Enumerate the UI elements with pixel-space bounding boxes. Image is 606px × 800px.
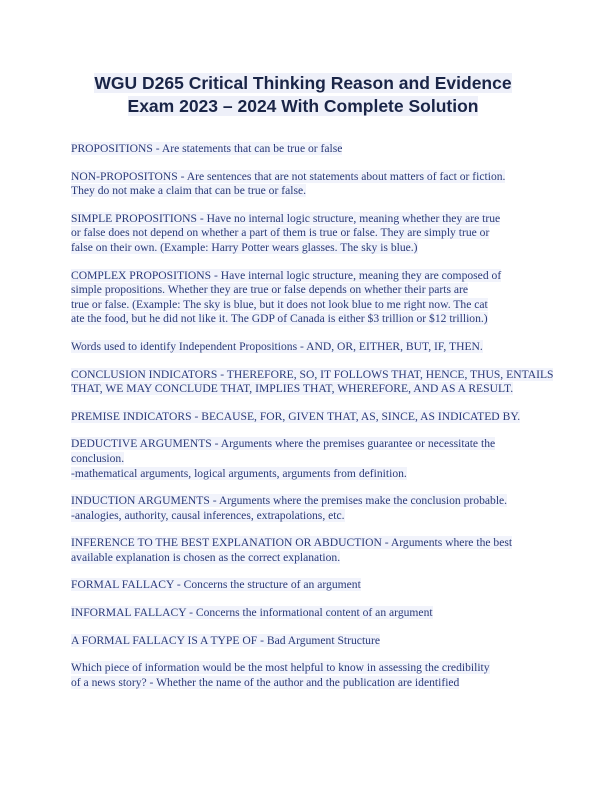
paragraph-line: conclusion. (71, 451, 125, 465)
paragraph-line: INFERENCE TO THE BEST EXPLANATION OR ABDUCTION - Arguments where the best (71, 536, 513, 550)
paragraph-inference-best-explanation (71, 536, 541, 565)
paragraph-induction-arguments (71, 494, 541, 523)
paragraph-line: SIMPLE PROPOSITIONS - Have no internal logic structure, meaning whether they are true (71, 211, 501, 225)
paragraph-formal-fallacy (71, 578, 541, 593)
paragraph-line: CONCLUSION INDICATORS - THEREFORE, SO, IT FOLLOWS THAT, HENCE, THUS, ENTAILS (71, 367, 554, 381)
paragraph-independent-propositions (71, 340, 541, 355)
paragraph-premise-indicators (71, 410, 541, 425)
paragraph-deductive-arguments (71, 437, 541, 481)
paragraph-line: INFORMAL FALLACY - Concerns the informational content of an argument (71, 606, 433, 620)
paragraph-line: available explanation is chosen as the correct explanation. (71, 550, 341, 564)
paragraph-line: false on their own. (Example: Harry Potter wears glasses. The sky is blue.) (71, 240, 418, 254)
paragraph-line: Words used to identify Independent Propositions - AND, OR, EITHER, BUT, IF, THEN. (71, 339, 483, 353)
document-title (40, 72, 566, 118)
paragraph-complex-propositions (71, 269, 541, 327)
document-body (71, 142, 554, 703)
paragraph-line: NON-PROPOSITONS - Are sentences that are not statements about matters of fact or fiction. (71, 169, 506, 183)
paragraph-line: INDUCTION ARGUMENTS - Arguments where the premises make the conclusion probable. (71, 494, 508, 508)
paragraph-line: THAT, WE MAY CONCLUDE THAT, IMPLIES THAT, WHEREFORE, AND AS A RESULT. (71, 382, 514, 396)
paragraph-line: or false does not depend on whether a part of them is true or false. They are simply true or (71, 226, 490, 240)
paragraph-formal-fallacy-type (71, 634, 541, 649)
paragraph-line: -analogies, authority, causal inferences, extrapolations, etc. (71, 508, 345, 522)
paragraph-informal-fallacy (71, 606, 541, 621)
paragraph-conclusion-indicators (71, 367, 554, 397)
paragraph-line: A FORMAL FALLACY IS A TYPE OF - Bad Argument Structure (71, 633, 380, 647)
title-line: WGU D265 Critical Thinking Reason and Evidence (94, 73, 512, 93)
paragraph-simple-propositions (71, 212, 541, 256)
paragraph-line: PROPOSITIONS - Are statements that can be true or false (71, 142, 343, 155)
paragraph-line: COMPLEX PROPOSITIONS - Have internal logic structure, meaning they are composed of (71, 268, 502, 282)
paragraph-line: DEDUCTIVE ARGUMENTS - Arguments where the premises guarantee or necessitate the (71, 437, 496, 451)
paragraph-line: -mathematical arguments, logical arguments, arguments from definition. (71, 466, 407, 480)
paragraph-non-propositions (71, 170, 541, 199)
paragraph-line: of a news story? - Whether the name of the author and the publication are identified (71, 675, 460, 689)
paragraph-news-credibility (71, 661, 541, 690)
paragraph-line: FORMAL FALLACY - Concerns the structure of an argument (71, 578, 361, 592)
paragraph-line: simple propositions. Whether they are true or false depends on whether their parts are (71, 283, 469, 297)
paragraph-line: PREMISE INDICATORS - BECAUSE, FOR, GIVEN THAT, AS, SINCE, AS INDICATED BY. (71, 409, 521, 423)
paragraph-propositions (71, 142, 541, 157)
paragraph-line: Which piece of information would be the most helpful to know in assessing the credibility (71, 661, 490, 675)
paragraph-line: They do not make a claim that can be true or false. (71, 184, 306, 198)
paragraph-line: true or false. (Example: The sky is blue, but it does not look blue to me right now. The cat (71, 297, 488, 311)
paragraph-line: ate the food, but he did not like it. The GDP of Canada is either $3 trillion or $12 trillion.) (71, 312, 488, 326)
title-line: Exam 2023 – 2024 With Complete Solution (127, 96, 479, 116)
